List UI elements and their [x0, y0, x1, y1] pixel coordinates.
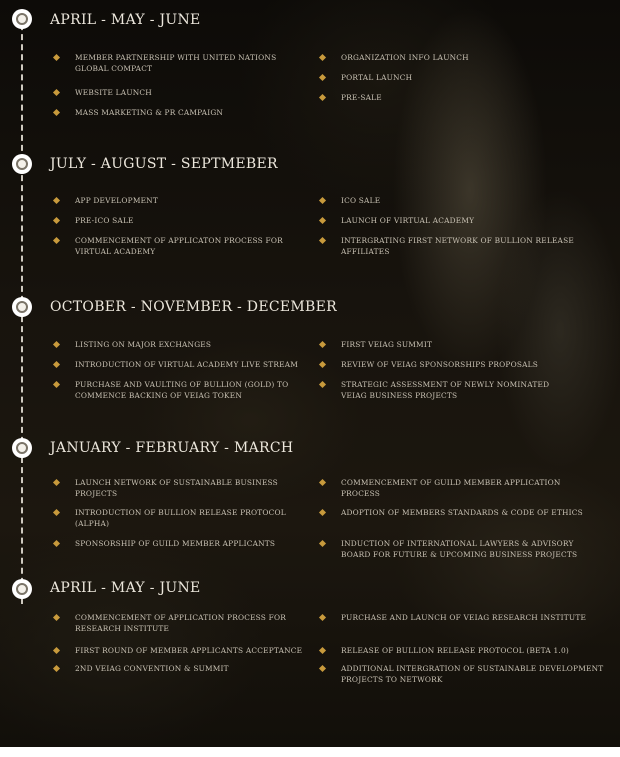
diamond-bullet-icon — [53, 479, 60, 486]
section-title: APRIL - MAY - JUNE — [50, 12, 201, 28]
timeline-node-icon — [12, 579, 32, 599]
timeline-node-icon — [12, 9, 32, 29]
timeline-node-icon — [12, 297, 32, 317]
diamond-bullet-icon — [319, 237, 326, 244]
diamond-bullet-icon — [319, 614, 326, 621]
section-title: APRIL - MAY - JUNE — [50, 580, 201, 596]
milestone-item: RELEASE OF BULLION RELEASE PROTOCOL (BETA 1.0) — [341, 646, 569, 655]
section-title: OCTOBER - NOVEMBER - DECEMBER — [50, 299, 337, 315]
milestone-item: ICO SALE — [341, 196, 381, 205]
diamond-bullet-icon — [319, 665, 326, 672]
milestone-item: 2ND VEIAG CONVENTION & SUMMIT — [75, 664, 229, 673]
milestone-item: FIRST VEIAG SUMMIT — [341, 340, 433, 349]
milestone-item: STRATEGIC ASSESSMENT OF NEWLY NOMINATED VEIAG BUSINESS PROJECTS — [341, 380, 550, 400]
diamond-bullet-icon — [319, 540, 326, 547]
diamond-bullet-icon — [53, 665, 60, 672]
milestone-item: INDUCTION OF INTERNATIONAL LAWYERS & ADVISORY BOARD FOR FUTURE & UPCOMING BUSINESS PROJECTS — [341, 539, 578, 559]
milestone-item: FIRST ROUND OF MEMBER APPLICANTS ACCEPTANCE — [75, 646, 303, 655]
diamond-bullet-icon — [319, 381, 326, 388]
diamond-bullet-icon — [53, 381, 60, 388]
diamond-bullet-icon — [53, 89, 60, 96]
diamond-bullet-icon — [319, 509, 326, 516]
milestone-item: PORTAL LAUNCH — [341, 73, 413, 82]
diamond-bullet-icon — [319, 479, 326, 486]
milestone-item: COMMENCEMENT OF APPLICATON PROCESS FOR VIRTUAL ACADEMY — [75, 236, 283, 256]
diamond-bullet-icon — [53, 109, 60, 116]
section-title: JANUARY - FEBRUARY - MARCH — [50, 440, 294, 456]
timeline-node-icon — [12, 438, 32, 458]
milestone-item: ADOPTION OF MEMBERS STANDARDS & CODE OF ETHICS — [341, 508, 583, 517]
diamond-bullet-icon — [319, 361, 326, 368]
diamond-bullet-icon — [319, 341, 326, 348]
diamond-bullet-icon — [53, 540, 60, 547]
milestone-item: INTERGRATING FIRST NETWORK OF BULLION RELEASE AFFILIATES — [341, 236, 574, 256]
milestone-item: INTRODUCTION OF BULLION RELEASE PROTOCOL (ALPHA) — [75, 508, 286, 528]
diamond-bullet-icon — [53, 54, 60, 61]
milestone-item: SPONSORSHIP OF GUILD MEMBER APPLICANTS — [75, 539, 276, 548]
diamond-bullet-icon — [319, 217, 326, 224]
diamond-bullet-icon — [319, 54, 326, 61]
diamond-bullet-icon — [53, 341, 60, 348]
milestone-item: COMMENCEMENT OF APPLICATION PROCESS FOR RESEARCH INSTITUTE — [75, 613, 286, 633]
milestone-item: APP DEVELOPMENT — [75, 196, 158, 205]
diamond-bullet-icon — [53, 217, 60, 224]
milestone-item: LAUNCH OF VIRTUAL ACADEMY — [341, 216, 475, 225]
milestone-item: LISTING ON MAJOR EXCHANGES — [75, 340, 212, 349]
milestone-item: MEMBER PARTNERSHIP WITH UNITED NATIONS GLOBAL COMPACT — [75, 53, 277, 73]
milestone-item: PURCHASE AND LAUNCH OF VEIAG RESEARCH INSTITUTE — [341, 613, 587, 622]
milestone-item: PRE-SALE — [341, 93, 382, 102]
milestone-item: ORGANIZATION INFO LAUNCH — [341, 53, 469, 62]
diamond-bullet-icon — [53, 647, 60, 654]
milestone-item: ADDITIONAL INTERGRATION OF SUSTAINABLE DEVELOPMENT PROJECTS TO NETWORK — [341, 664, 604, 684]
milestone-item: PURCHASE AND VAULTING OF BULLION (GOLD) TO COMMENCE BACKING OF VEIAG TOKEN — [75, 380, 289, 400]
diamond-bullet-icon — [53, 509, 60, 516]
diamond-bullet-icon — [319, 647, 326, 654]
diamond-bullet-icon — [53, 361, 60, 368]
milestone-item: COMMENCEMENT OF GUILD MEMBER APPLICATION PROCESS — [341, 478, 561, 498]
milestone-item: PRE-ICO SALE — [75, 216, 134, 225]
diamond-bullet-icon — [319, 94, 326, 101]
diamond-bullet-icon — [53, 614, 60, 621]
milestone-item: INTRODUCTION OF VIRTUAL ACADEMY LIVE STREAM — [75, 360, 299, 369]
diamond-bullet-icon — [53, 237, 60, 244]
diamond-bullet-icon — [319, 74, 326, 81]
milestone-item: MASS MARKETING & PR CAMPAIGN — [75, 108, 224, 117]
section-title: JULY - AUGUST - SEPTMEBER — [50, 156, 278, 172]
diamond-bullet-icon — [53, 197, 60, 204]
diamond-bullet-icon — [319, 197, 326, 204]
milestone-item: REVIEW OF VEIAG SPONSORSHIPS PROPOSALS — [341, 360, 538, 369]
timeline-node-icon — [12, 154, 32, 174]
milestone-item: WEBSITE LAUNCH — [75, 88, 152, 97]
milestone-item: LAUNCH NETWORK OF SUSTAINABLE BUSINESS PROJECTS — [75, 478, 278, 498]
